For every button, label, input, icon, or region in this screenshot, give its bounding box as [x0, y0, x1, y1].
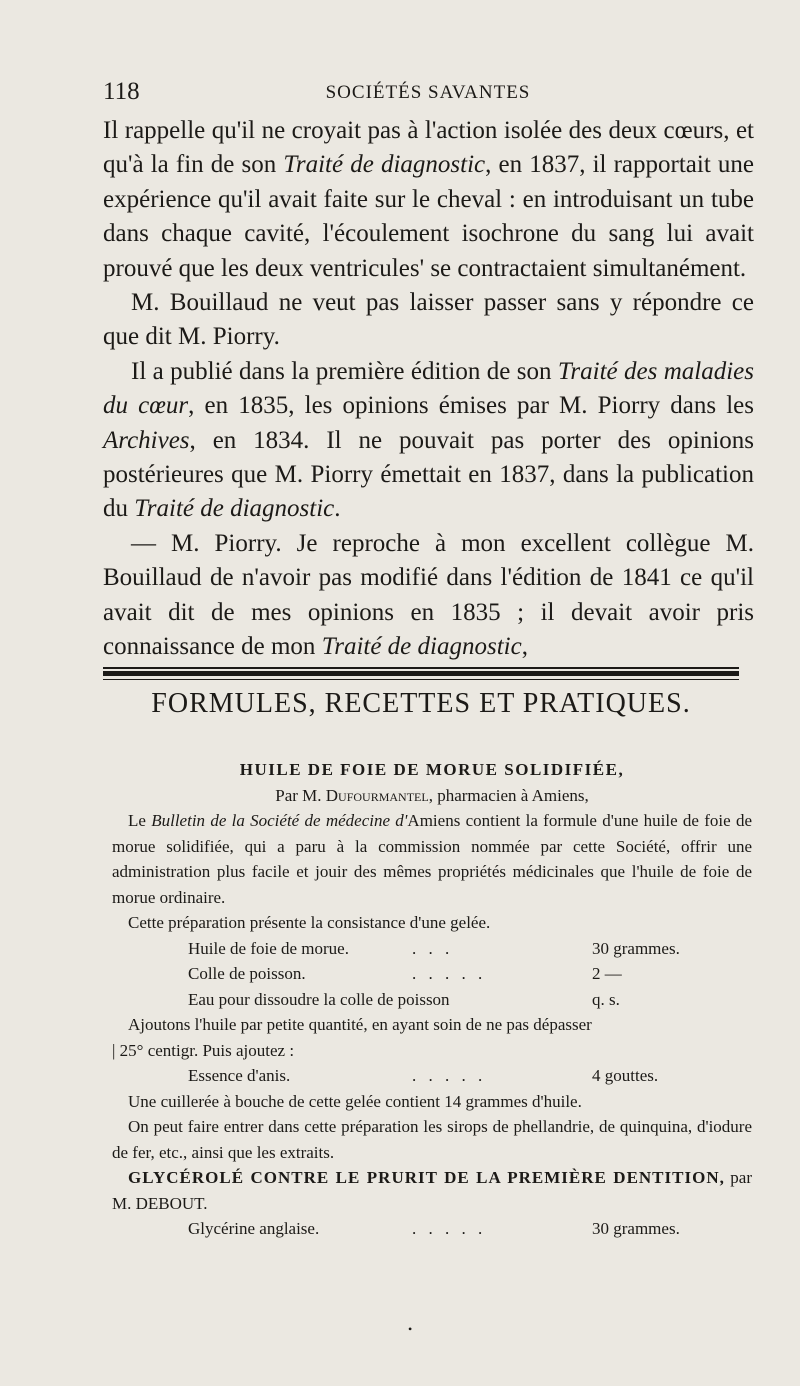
text-run: Il a publié dans la première édition de son: [131, 357, 558, 385]
paragraph: [103, 114, 754, 286]
ingredient-quantity: 4 gouttes.: [592, 1066, 659, 1085]
text-run: par M. DEBOUT.: [112, 1168, 752, 1213]
body-text: [103, 114, 754, 665]
leader-dots: . . .: [412, 938, 454, 958]
ingredient-name: Huile de foie de morue.: [188, 938, 349, 958]
recipe-text: On peut faire entrer dans cette préparation les sirops de phellandrie, de quinquina, d'iodure de fer, etc., ainsi que les extraits.: [112, 1117, 752, 1162]
leader-dots: . . . . .: [412, 964, 487, 983]
italic-title: Archives: [103, 426, 190, 454]
ingredient-name: Essence d'anis.: [188, 1066, 291, 1085]
ingredient-name: Colle de poisson.: [188, 964, 306, 983]
ingredient-row: [112, 961, 752, 987]
text-run: , en 1835, les opinions émises par M. Piorry dans les: [188, 392, 755, 420]
ingredient-quantity: 2 —: [592, 964, 622, 983]
ingredient-row: [112, 1216, 752, 1242]
recipe-text: | 25° centigr. Puis ajoutez :: [112, 1040, 295, 1060]
text-run: Amiens contient la formule d'une huile de foie de morue solidifiée, qui a paru à la commission nommée par cette Société, offrir une administration plus facile et jouir des mêmes propriétés médicinales que l'huile de foie de morue ordinaire.: [112, 811, 752, 907]
ingredient-quantity: q. s.: [592, 989, 620, 1009]
recipe-author: [112, 783, 752, 809]
text-run: , pharmacien à Amiens,: [428, 785, 589, 805]
running-title: SOCIÉTÉS SAVANTES: [325, 82, 531, 103]
recipe-title: HUILE DE FOIE DE MORUE SOLIDIFIÉE,: [239, 760, 625, 779]
section-rule: [103, 667, 739, 669]
recipe-text: Ajoutons l'huile par petite quantité, en ayant soin de ne pas dépasser: [128, 1015, 592, 1034]
ingredient-row: [112, 987, 752, 1013]
leader-dots: . . . . .: [412, 1219, 487, 1238]
text-run: , en 1837, il rapportait une expérience qu'il avait faite sur le cheval : en introduisant un tube dans chaque cavité, l'écoulement isochrone du sang lui avait prouvé que les deux ventricules' se contractaient simultanément.: [103, 151, 754, 282]
ingredient-quantity: 30 grammes.: [592, 1219, 680, 1238]
recipe-text: Une cuillerée à bouche de cette gelée contient 14 grammes d'huile.: [128, 1091, 582, 1111]
paragraph: [103, 355, 754, 527]
italic-title: Traité de diagnostic: [321, 633, 522, 661]
page-number: 118: [103, 78, 140, 105]
ingredient-quantity: 30 grammes.: [592, 938, 680, 958]
text-run: Par M.: [275, 785, 326, 805]
italic-title: Traité de diagnostic: [134, 495, 335, 523]
recipe-heading: [112, 1165, 752, 1216]
leader-dots: . . . . .: [412, 1066, 487, 1085]
text-run: .: [334, 495, 341, 523]
page-header: [103, 78, 753, 108]
italic-title: Traité des maladies du cœur: [103, 357, 755, 420]
text-run: Le: [128, 811, 152, 830]
author-name: Dufourmantel: [325, 785, 429, 805]
ingredient-name: Eau pour dissoudre la colle de poisson: [188, 989, 450, 1009]
ingredient-row: [112, 1063, 752, 1089]
recipe-block: [112, 757, 752, 1242]
ingredient-name: Glycérine anglaise.: [188, 1219, 320, 1238]
paragraph: [103, 527, 754, 665]
italic-title: Bulletin de la Société de médecine d': [151, 811, 408, 830]
section-title: FORMULES, RECETTES ET PRATIQUES.: [151, 688, 691, 719]
footer-mark: •: [408, 1322, 413, 1336]
section-rule: [103, 671, 739, 676]
recipe-text: Cette préparation présente la consistance d'une gelée.: [128, 913, 491, 932]
section-rule: [103, 679, 739, 680]
text-run: , en 1834. Il ne pouvait pas porter des opinions postérieures que M. Piorry émettait en 1837, dans la publication du: [103, 426, 754, 523]
text-run: Il rappelle qu'il ne croyait pas à l'action isolée des deux cœurs, et qu'à la fin de son: [103, 117, 754, 179]
paragraph: M. Bouillaud ne veut pas laisser passer sans y répondre ce que dit M. Piorry.: [103, 289, 754, 351]
recipe-title-2: GLYCÉROLÉ CONTRE LE PRURIT DE LA PREMIÈRE DENTITION,: [128, 1168, 725, 1187]
text-run: — M. Piorry. Je reproche à mon excellent collègue M. Bouillaud de n'avoir pas modifié dans l'édition de 1841 ce qu'il avait dit de mes opinions en 1835 ; il devait avoir pris connaissance de mon: [103, 529, 754, 661]
italic-title: Traité de diagnostic: [283, 151, 486, 179]
ingredient-row: [112, 936, 752, 962]
recipe-intro: [112, 808, 752, 910]
text-run: ,: [521, 633, 528, 661]
